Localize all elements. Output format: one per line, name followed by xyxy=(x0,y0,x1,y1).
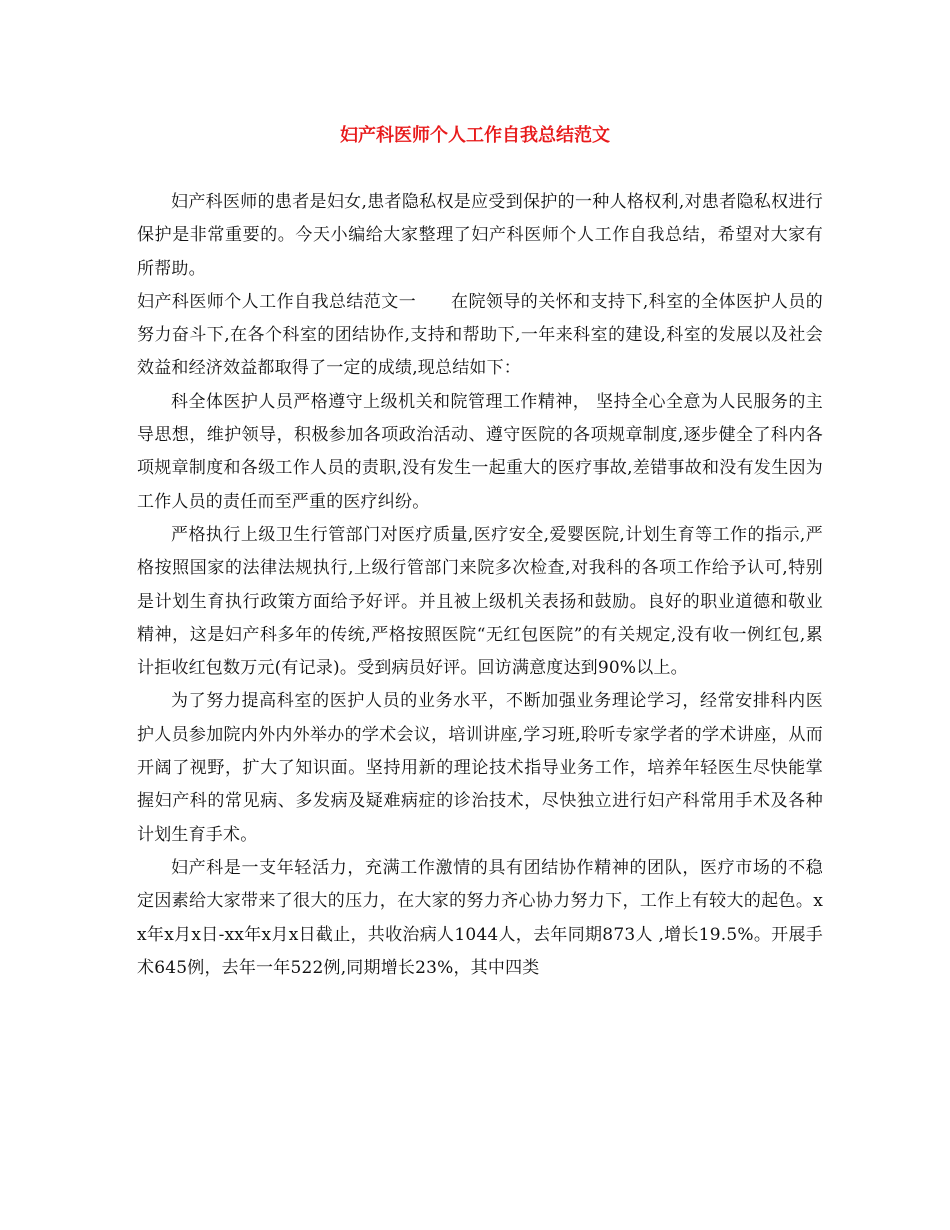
paragraph-training: 为了努力提高科室的医护人员的业务水平，不断加强业务理论学习，经常安排科内医护人员参加院内外内外举办的学术会议，培训讲座,学习班,聆听专家学者的学术讲座，从而开阔了视野，扩大了知识面。坚持用新的理论技术指导业务工作，培养年轻医生尽快能掌握妇产科的常见病、多发病及疑难病症的诊治技术，尽快独立进行妇产科常用手术及各种计划生育手术。 xyxy=(137,691,823,845)
paragraph-discipline: 科全体医护人员严格遵守上级机关和院管理工作精神， 坚持全心全意为人民服务的主导思想，维护领导，积极参加各项政治活动、遵守医院的各项规章制度,逐步健全了科内各项规章制度和各级工作人员的责职,没有发生一起重大的医疗事故,差错事故和没有发生因为工作人员的责任而至严重的医疗纠纷。 xyxy=(137,391,823,512)
paragraph-regulations: 严格执行上级卫生行管部门对医疗质量,医疗安全,爱婴医院,计划生育等工作的指示,严格按照国家的法律法规执行,上级行管部门来院多次检查,对我科的各项工作给予认可,特别是计划生育执行政策方面给予好评。并且被上级机关表扬和鼓励。良好的职业道德和敬业精神，这是妇产科多年的传统,严格按照医院“无红包医院”的有关规定,没有收一例红包,累计拒收红包数万元(有记录)。受到病员好评。回访满意度达到90%以上。 xyxy=(137,524,823,679)
document-title: 妇产科医师个人工作自我总结范文 xyxy=(340,125,610,146)
paragraph-section-heading: 妇产科医师个人工作自我总结范文一 在院领导的关怀和支持下,科室的全体医护人员的努力奋斗下,在各个科室的团结协作,支持和帮助下,一年来科室的建设,科室的发展以及社会效益和经济效益都取得了一定的成绩,现总结如下： xyxy=(137,291,823,379)
paragraph-statistics: 妇产科是一支年轻活力，充满工作激情的具有团结协作精神的团队，医疗市场的不稳定因素给大家带来了很大的压力，在大家的努力齐心协力努力下，工作上有较大的起色。xx年x月x日-xx年x月x日截止，共收治病人1044人，去年同期873人 ,增长19.5%。开展手术645例，去年一年522例,同期增长23%，其中四类 xyxy=(137,857,823,978)
paragraph-intro: 妇产科医师的患者是妇女,患者隐私权是应受到保护的一种人格权利,对患者隐私权进行保护是非常重要的。今天小编给大家整理了妇产科医师个人工作自我总结，希望对大家有所帮助。 xyxy=(137,192,823,279)
document-body xyxy=(137,186,823,985)
